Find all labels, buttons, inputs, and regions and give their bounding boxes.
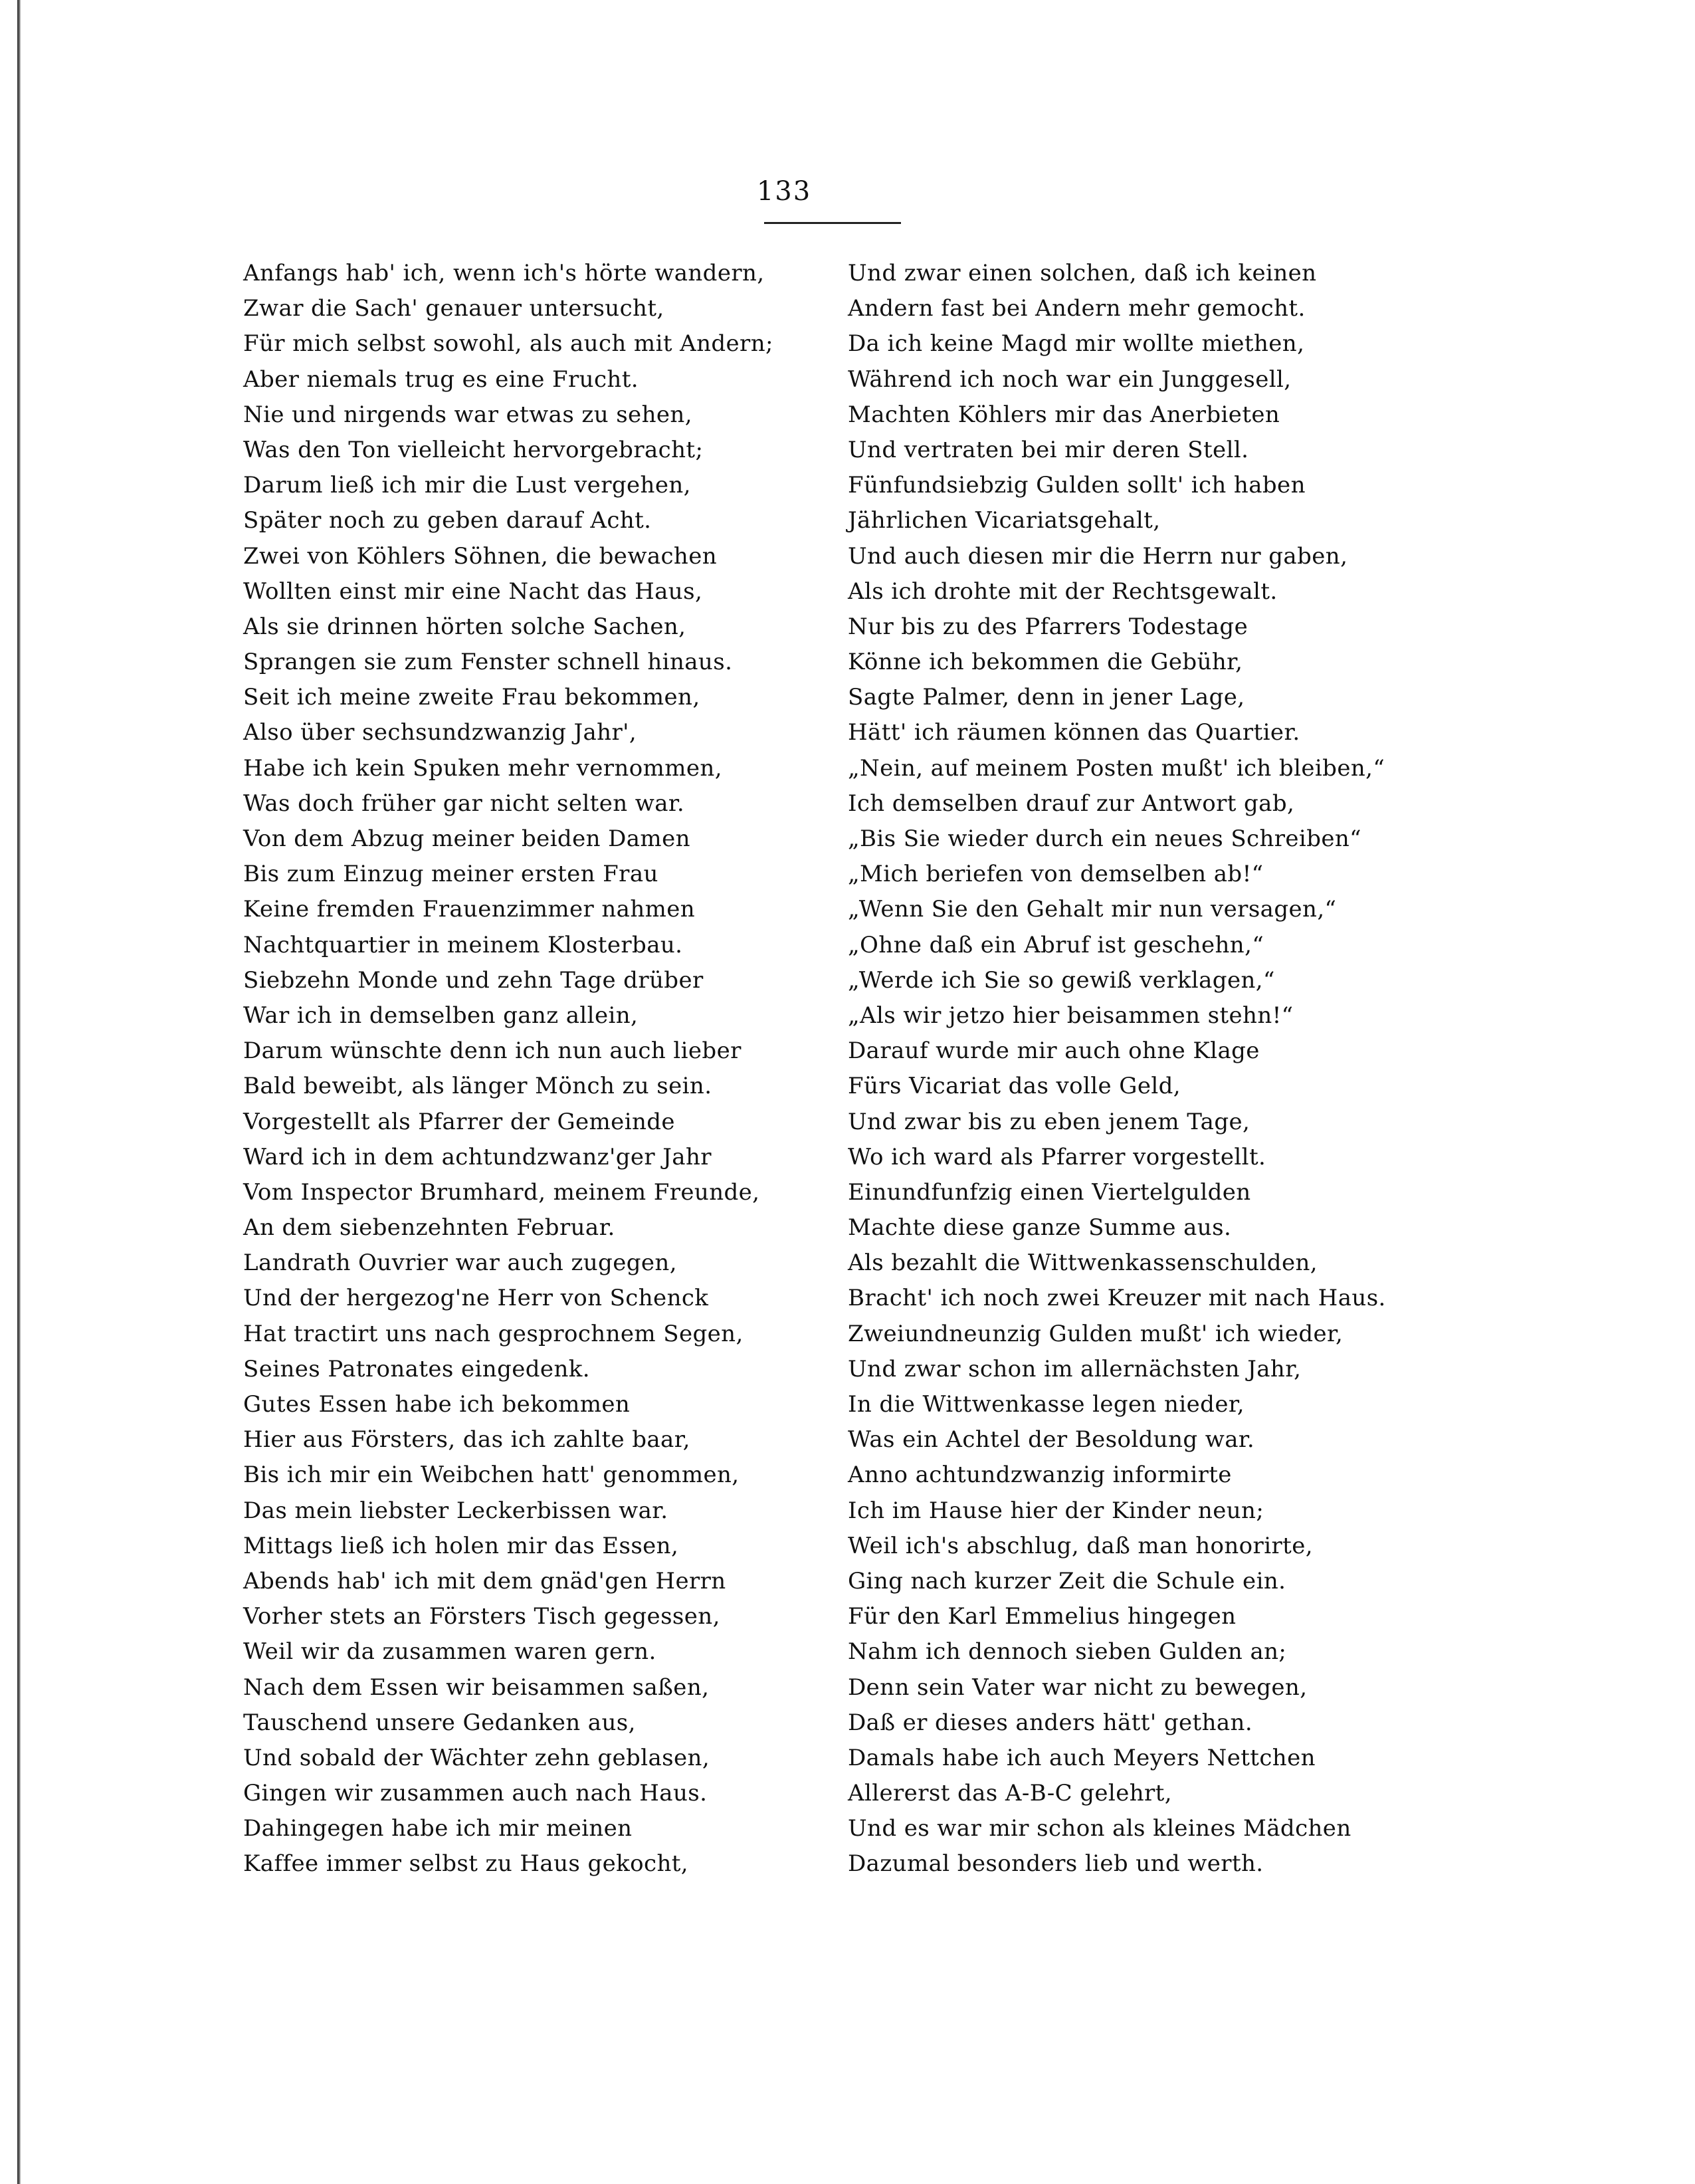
verse-line: Ich im Hause hier der Kinder neun;: [848, 1497, 1264, 1524]
verse-line: Zweiundneunzig Gulden mußt' ich wieder,: [848, 1320, 1344, 1347]
verse-line: Und vertraten bei mir deren Stell.: [848, 436, 1249, 463]
verse-line: Aber niemals trug es eine Frucht.: [243, 366, 639, 393]
verse-line: Landrath Ouvrier war auch zugegen,: [243, 1250, 677, 1277]
verse-line: Denn sein Vater war nicht zu bewegen,: [848, 1674, 1308, 1701]
verse-line: Keine fremden Frauenzimmer nahmen: [243, 896, 696, 923]
right-column-verse: [848, 256, 1446, 1882]
verse-line: Und zwar bis zu eben jenem Tage,: [848, 1108, 1250, 1135]
verse-line: Und zwar schon im allernächsten Jahr,: [848, 1355, 1302, 1382]
verse-line: Andern fast bei Andern mehr gemocht.: [848, 295, 1306, 322]
scan-edge-shadow: [17, 0, 21, 2184]
verse-line: Bracht' ich noch zwei Kreuzer mit nach Haus.: [848, 1285, 1386, 1312]
verse-line: Jährlichen Vicariatsgehalt,: [848, 507, 1161, 534]
verse-line: Sprangen sie zum Fenster schnell hinaus.: [243, 649, 733, 676]
verse-line: Machten Köhlers mir das Anerbieten: [848, 401, 1280, 428]
verse-line: Und der hergezog'ne Herr von Schenck: [243, 1285, 709, 1312]
verse-line: Vorher stets an Försters Tisch gegessen,: [243, 1603, 720, 1630]
verse-line: Hier aus Försters, das ich zahlte baar,: [243, 1426, 690, 1454]
verse-line: Kaffee immer selbst zu Haus gekocht,: [243, 1850, 689, 1878]
verse-line: Nachtquartier in meinem Klosterbau.: [243, 931, 683, 958]
verse-line: „Wenn Sie den Gehalt mir nun versagen,“: [848, 896, 1337, 923]
verse-line: Während ich noch war ein Junggesell,: [848, 366, 1292, 393]
verse-line: Fürs Vicariat das volle Geld,: [848, 1073, 1181, 1100]
verse-line: Dazumal besonders lieb und werth.: [848, 1850, 1264, 1878]
verse-line: Was doch früher gar nicht selten war.: [243, 790, 685, 817]
verse-line: Darum wünschte denn ich nun auch lieber: [243, 1037, 742, 1065]
verse-line: Bis ich mir ein Weibchen hatt' genommen,: [243, 1462, 740, 1489]
verse-line: „Ohne daß ein Abruf ist geschehn,“: [848, 931, 1264, 958]
verse-line: Das mein liebster Leckerbissen war.: [243, 1497, 668, 1524]
verse-line: Anno achtundzwanzig informirte: [848, 1462, 1232, 1489]
verse-line: Also über sechsundzwanzig Jahr',: [243, 719, 637, 746]
verse-line: Fünfundsiebzig Gulden sollt' ich haben: [848, 472, 1306, 499]
verse-line: Was den Ton vielleicht hervorgebracht;: [243, 436, 704, 463]
verse-line: Siebzehn Monde und zehn Tage drüber: [243, 966, 704, 994]
verse-line: Sagte Palmer, denn in jener Lage,: [848, 684, 1245, 711]
verse-line: Darum ließ ich mir die Lust vergehen,: [243, 472, 691, 499]
verse-line: Und sobald der Wächter zehn geblasen,: [243, 1744, 710, 1771]
verse-line: Bald beweibt, als länger Mönch zu sein.: [243, 1073, 712, 1100]
verse-line: Weil ich's abschlug, daß man honorirte,: [848, 1532, 1313, 1559]
verse-line: In die Wittwenkasse legen nieder,: [848, 1391, 1245, 1418]
verse-line: „Mich beriefen von demselben ab!“: [848, 861, 1264, 888]
verse-line: Ich demselben drauf zur Antwort gab,: [848, 790, 1295, 817]
verse-line: Wollten einst mir eine Nacht das Haus,: [243, 578, 703, 605]
page-number: 133: [756, 176, 812, 207]
verse-line: Vorgestellt als Pfarrer der Gemeinde: [243, 1108, 675, 1135]
verse-line: Und auch diesen mir die Herrn nur gaben,: [848, 542, 1348, 570]
verse-line: Ward ich in dem achtundzwanz'ger Jahr: [243, 1143, 712, 1170]
verse-line: Könne ich bekommen die Gebühr,: [848, 649, 1243, 676]
verse-line: Gutes Essen habe ich bekommen: [243, 1391, 631, 1418]
verse-line: Als bezahlt die Wittwenkassenschulden,: [848, 1250, 1318, 1277]
verse-line: Nahm ich dennoch sieben Gulden an;: [848, 1638, 1287, 1666]
verse-line: Einundfunfzig einen Viertelgulden: [848, 1178, 1251, 1206]
verse-line: Für den Karl Emmelius hingegen: [848, 1603, 1237, 1630]
verse-line: Zwar die Sach' genauer untersucht,: [243, 295, 664, 322]
verse-line: Für mich selbst sowohl, als auch mit Andern;: [243, 330, 773, 358]
verse-line: Nur bis zu des Pfarrers Todestage: [848, 613, 1248, 640]
verse-line: Zwei von Köhlers Söhnen, die bewachen: [243, 542, 718, 570]
verse-line: An dem siebenzehnten Februar.: [243, 1214, 615, 1242]
verse-line: Da ich keine Magd mir wollte miethen,: [848, 330, 1305, 358]
verse-line: Habe ich kein Spuken mehr vernommen,: [243, 754, 722, 782]
verse-line: Ging nach kurzer Zeit die Schule ein.: [848, 1567, 1286, 1594]
page-number-rule: [764, 222, 901, 224]
verse-line: Und zwar einen solchen, daß ich keinen: [848, 260, 1317, 286]
verse-line: Nach dem Essen wir beisammen saßen,: [243, 1674, 710, 1701]
left-column-verse: [243, 256, 828, 1882]
verse-line: Daß er dieses anders hätt' gethan.: [848, 1709, 1253, 1736]
verse-line: Von dem Abzug meiner beiden Damen: [243, 825, 690, 852]
verse-line: Allererst das A-B-C gelehrt,: [848, 1780, 1172, 1807]
verse-line: Wo ich ward als Pfarrer vorgestellt.: [848, 1143, 1266, 1170]
verse-line: Als ich drohte mit der Rechtsgewalt.: [848, 578, 1278, 605]
verse-line: Hat tractirt uns nach gesprochnem Segen,: [243, 1320, 744, 1347]
verse-line: Gingen wir zusammen auch nach Haus.: [243, 1780, 708, 1807]
verse-line: Und es war mir schon als kleines Mädchen: [848, 1815, 1351, 1842]
verse-line: Damals habe ich auch Meyers Nettchen: [848, 1744, 1316, 1771]
verse-line: Nie und nirgends war etwas zu sehen,: [243, 401, 692, 428]
verse-line: Was ein Achtel der Besoldung war.: [848, 1426, 1255, 1454]
verse-line: Dahingegen habe ich mir meinen: [243, 1815, 633, 1842]
verse-line: „Werde ich Sie so gewiß verklagen,“: [848, 966, 1275, 994]
verse-line: „Nein, auf meinem Posten mußt' ich bleiben,“: [848, 754, 1385, 782]
verse-line: Als sie drinnen hörten solche Sachen,: [243, 613, 686, 640]
verse-line: Vom Inspector Brumhard, meinem Freunde,: [243, 1178, 760, 1206]
verse-line: Machte diese ganze Summe aus.: [848, 1214, 1232, 1242]
verse-line: „Als wir jetzo hier beisammen stehn!“: [848, 1002, 1294, 1029]
verse-line: Mittags ließ ich holen mir das Essen,: [243, 1532, 679, 1559]
verse-line: Hätt' ich räumen können das Quartier.: [848, 719, 1300, 746]
verse-line: Tauschend unsere Gedanken aus,: [243, 1709, 636, 1736]
verse-line: Seines Patronates eingedenk.: [243, 1355, 590, 1382]
verse-line: Darauf wurde mir auch ohne Klage: [848, 1037, 1260, 1065]
verse-line: War ich in demselben ganz allein,: [243, 1002, 639, 1029]
verse-line: Weil wir da zusammen waren gern.: [243, 1638, 656, 1666]
verse-line: Abends hab' ich mit dem gnäd'gen Herrn: [243, 1567, 726, 1594]
verse-line: Seit ich meine zweite Frau bekommen,: [243, 684, 700, 711]
verse-line: Anfangs hab' ich, wenn ich's hörte wandern,: [243, 260, 765, 286]
verse-line: „Bis Sie wieder durch ein neues Schreiben“: [848, 825, 1361, 852]
verse-line: Später noch zu geben darauf Acht.: [243, 507, 652, 534]
verse-line: Bis zum Einzug meiner ersten Frau: [243, 861, 658, 888]
